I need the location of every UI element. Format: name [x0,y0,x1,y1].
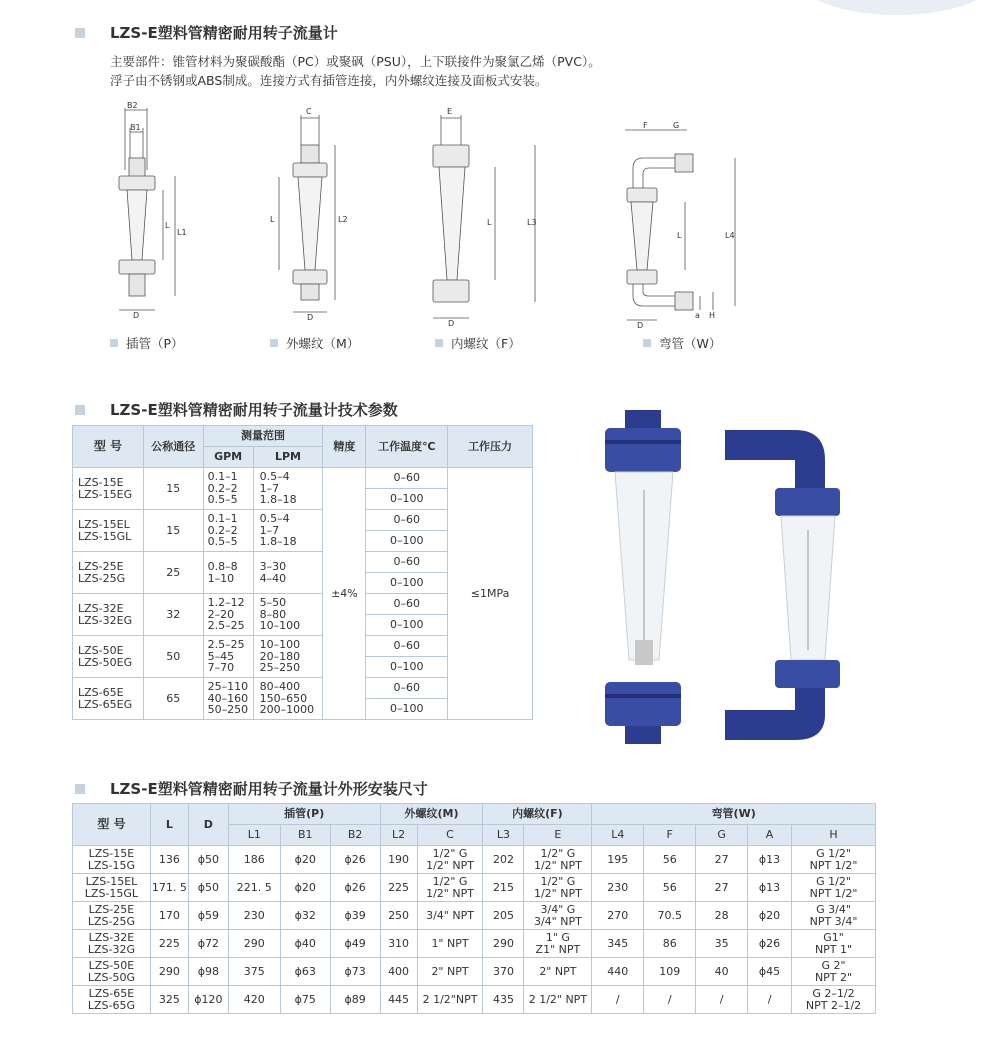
cell-l3: 290 [483,930,524,958]
cell-temp: 0–60 [366,636,448,657]
cell-l4: 440 [592,958,644,986]
cell-c: 1/2" G 1/2" NPT [417,846,483,874]
cell-lpm: 3–30 4–40 [253,552,323,594]
cell-gpm: 0.1–1 0.2–2 0.5–5 [203,468,253,510]
cell-temp: 0–60 [366,468,448,489]
cell-c: 1" NPT [417,930,483,958]
tech-params-table [72,425,533,720]
cell-temp: 0–100 [366,699,448,720]
table-row [73,874,876,902]
cell-d: ϕ120 [188,986,228,1014]
cell-d: ϕ50 [188,874,228,902]
cell-temp: 0–60 [366,594,448,615]
cell-l4: 230 [592,874,644,902]
cell-d: ϕ72 [188,930,228,958]
table-row [73,958,876,986]
cell-h: G 2–1/2 NPT 2–1/2 [792,986,876,1014]
cell-temp: 0–60 [366,552,448,573]
dim-label: L [677,231,682,240]
cell-gpm: 1.2–12 2–20 2.5–25 [203,594,253,636]
subheader-l4: L4 [592,825,644,846]
bullet-square-icon [270,339,278,347]
cell-l2: 225 [380,874,417,902]
subheader-l1: L1 [228,825,280,846]
cell-e: 2" NPT [524,958,592,986]
diagram-external-thread [265,100,355,325]
cell-l: 225 [150,930,188,958]
cell-l3: 215 [483,874,524,902]
cell-temp: 0–60 [366,510,448,531]
subheader-b1: B1 [280,825,330,846]
cell-a: ϕ20 [748,902,792,930]
cell-b1: ϕ75 [280,986,330,1014]
header-dn: 公称通径 [143,426,203,468]
cell-l: 290 [150,958,188,986]
cell-gpm: 0.8–8 1–10 [203,552,253,594]
cell-temp: 0–60 [366,678,448,699]
cell-gpm: 2.5–25 5–45 7–70 [203,636,253,678]
cell-c: 2 1/2"NPT [417,986,483,1014]
table-row [73,930,876,958]
cell-b2: ϕ49 [330,930,380,958]
cell-l1: 230 [228,902,280,930]
cell-f: 70.5 [644,902,696,930]
caption-internal-thread: 内螺纹（F） [435,334,521,352]
dim-label: H [709,311,716,320]
cell-gpm: 0.1–1 0.2–2 0.5–5 [203,510,253,552]
diagram-internal-thread [425,100,545,330]
cell-e: 1/2" G 1/2" NPT [524,846,592,874]
header-lpm: LPM [253,447,323,468]
cell-f: 109 [644,958,696,986]
bullet-square-icon [75,405,85,415]
cell-f: 56 [644,874,696,902]
cell-model: LZS-32E LZS-32G [73,930,151,958]
cell-c: 3/4" NPT [417,902,483,930]
table-header-row [73,804,876,825]
dim-label: F [643,121,648,130]
cell-f: 56 [644,846,696,874]
table-header-row [73,426,533,447]
bullet-square-icon [435,339,443,347]
dim-label: L4 [725,231,735,240]
caption-elbow-pipe: 弯管（W） [643,334,721,352]
cell-model: LZS-50E LZS-50G [73,958,151,986]
dim-label: D [448,319,455,328]
cell-e: 1/2" G 1/2" NPT [524,874,592,902]
cell-model: LZS-15E LZS-15G [73,846,151,874]
bullet-square-icon [643,339,651,347]
cell-d: ϕ98 [188,958,228,986]
cell-accuracy: ±4% [323,468,366,720]
header-range: 测量范围 [203,426,323,447]
subheader-e: E [524,825,592,846]
cell-l3: 435 [483,986,524,1014]
cell-l2: 310 [380,930,417,958]
subheader-g: G [696,825,748,846]
header-accuracy: 精度 [323,426,366,468]
cell-d: ϕ50 [188,846,228,874]
cell-a: / [748,986,792,1014]
dim-label: a [695,311,700,320]
cell-l1: 186 [228,846,280,874]
cell-l: 170 [150,902,188,930]
cell-g: 27 [696,846,748,874]
flowmeter-elbow-photo [715,410,875,750]
cell-g: 35 [696,930,748,958]
cell-dn: 25 [143,552,203,594]
header-elbow-pipe: 弯管(W) [592,804,876,825]
cell-temp: 0–100 [366,573,448,594]
dim-label: D [637,321,644,330]
subheader-h: H [792,825,876,846]
header-D: D [188,804,228,846]
cell-lpm: 0.5–4 1–7 1.8–18 [253,510,323,552]
header-internal-thread: 内螺纹(F) [483,804,592,825]
cell-l3: 370 [483,958,524,986]
params-body [73,468,533,720]
flowmeter-straight-photo [595,410,705,750]
cell-d: ϕ59 [188,902,228,930]
cell-model: LZS-25E LZS-25G [73,902,151,930]
cell-l4: 345 [592,930,644,958]
cell-lpm: 80–400 150–650 200–1000 [253,678,323,720]
dims-body [73,846,876,1014]
cell-f: / [644,986,696,1014]
dim-label: L2 [338,215,348,224]
section1-title: LZS-E塑料管精密耐用转子流量计 [75,22,338,43]
cell-b1: ϕ40 [280,930,330,958]
dim-label: L [165,221,170,230]
cell-model: LZS-50E LZS-50EG [73,636,144,678]
cell-h: G 1/2" NPT 1/2" [792,846,876,874]
cell-g: 27 [696,874,748,902]
dim-label: B2 [127,101,138,110]
cell-gpm: 25–110 40–160 50–250 [203,678,253,720]
cell-l2: 400 [380,958,417,986]
cell-e: 3/4" G 3/4" NPT [524,902,592,930]
cell-l: 136 [150,846,188,874]
cell-dn: 65 [143,678,203,720]
cell-l4: / [592,986,644,1014]
cell-c: 1/2" G 1/2" NPT [417,874,483,902]
cell-g: 28 [696,902,748,930]
cell-b2: ϕ26 [330,846,380,874]
cell-g: 40 [696,958,748,986]
cell-h: G 3/4" NPT 3/4" [792,902,876,930]
cell-c: 2" NPT [417,958,483,986]
cell-model: LZS-15EL LZS-15GL [73,874,151,902]
cell-dn: 32 [143,594,203,636]
cell-dn: 50 [143,636,203,678]
cell-dn: 15 [143,510,203,552]
bullet-square-icon [75,784,85,794]
cell-l1: 221. 5 [228,874,280,902]
cell-temp: 0–100 [366,657,448,678]
dim-label: E [447,107,453,116]
dim-label: L [487,218,492,227]
dim-label: L3 [527,218,537,227]
cell-a: ϕ13 [748,874,792,902]
cell-b2: ϕ26 [330,874,380,902]
cell-model: LZS-65E LZS-65EG [73,678,144,720]
cell-g: / [696,986,748,1014]
cell-b1: ϕ32 [280,902,330,930]
bullet-square-icon [75,28,85,38]
header-insert-pipe: 插管(P) [228,804,380,825]
subheader-b2: B2 [330,825,380,846]
header-external-thread: 外螺纹(M) [380,804,483,825]
cell-h: G 2" NPT 2" [792,958,876,986]
cell-l: 325 [150,986,188,1014]
cell-lpm: 5–50 8–80 10–100 [253,594,323,636]
dim-label: L1 [177,228,187,237]
cell-e: 2 1/2" NPT [524,986,592,1014]
table-row [73,846,876,874]
cell-model: LZS-32E LZS-32EG [73,594,144,636]
header-temp: 工作温度℃ [366,426,448,468]
section2-title: LZS-E塑料管精密耐用转子流量计技术参数 [75,399,398,420]
cell-model: LZS-25E LZS-25G [73,552,144,594]
cell-h: G1" NPT 1" [792,930,876,958]
cell-l3: 205 [483,902,524,930]
diagram-insert-pipe [105,100,185,325]
cell-l4: 270 [592,902,644,930]
subheader-a: A [748,825,792,846]
section3-title: LZS-E塑料管精密耐用转子流量计外形安装尺寸 [75,778,428,799]
dim-label: L [270,215,275,224]
dim-label: C [306,107,312,116]
cell-h: G 1/2" NPT 1/2" [792,874,876,902]
cell-lpm: 0.5–4 1–7 1.8–18 [253,468,323,510]
table-row [73,902,876,930]
subheader-c: C [417,825,483,846]
dim-label: G [673,121,680,130]
cell-b1: ϕ20 [280,874,330,902]
cell-a: ϕ26 [748,930,792,958]
subheader-f: F [644,825,696,846]
header-pressure: 工作压力 [448,426,533,468]
cell-temp: 0–100 [366,489,448,510]
diagram-elbow-pipe [615,100,745,330]
cell-model: LZS-15E LZS-15EG [73,468,144,510]
dim-label: D [307,313,314,322]
header-L: L [150,804,188,846]
cell-a: ϕ13 [748,846,792,874]
intro-text: 主要部件：锥管材料为聚碳酸酯（PC）或聚砜（PSU），上下联接件为聚氯乙烯（PVC）。 浮子由不锈钢或ABS制成。连接方式有插管连接，内外螺纹连接及面板式安装。 [110,54,601,88]
header-gpm: GPM [203,447,253,468]
caption-external-thread: 外螺纹（M） [270,334,359,352]
cell-b2: ϕ39 [330,902,380,930]
decorative-circle [797,0,997,15]
dim-label: D [133,311,140,320]
header-model: 型 号 [73,804,151,846]
cell-b2: ϕ89 [330,986,380,1014]
subheader-l3: L3 [483,825,524,846]
cell-temp: 0–100 [366,615,448,636]
table-row [73,986,876,1014]
cell-l: 171. 5 [150,874,188,902]
cell-l2: 190 [380,846,417,874]
cell-l1: 375 [228,958,280,986]
table-row [73,468,533,489]
cell-l2: 250 [380,902,417,930]
cell-model: LZS-15EL LZS-15GL [73,510,144,552]
cell-b2: ϕ73 [330,958,380,986]
header-model: 型 号 [73,426,144,468]
install-dimensions-table [72,803,876,1014]
bullet-square-icon [110,339,118,347]
cell-pressure: ≤1MPa [448,468,533,720]
cell-model: LZS-65E LZS-65G [73,986,151,1014]
cell-b1: ϕ20 [280,846,330,874]
cell-l2: 445 [380,986,417,1014]
cell-f: 86 [644,930,696,958]
subheader-l2: L2 [380,825,417,846]
cell-dn: 15 [143,468,203,510]
cell-l3: 202 [483,846,524,874]
dim-label: B1 [130,123,141,132]
cell-lpm: 10–100 20–180 25–250 [253,636,323,678]
caption-insert-pipe: 插管（P） [110,334,184,352]
cell-b1: ϕ63 [280,958,330,986]
cell-l1: 420 [228,986,280,1014]
cell-l1: 290 [228,930,280,958]
cell-e: 1" G Z1" NPT [524,930,592,958]
cell-a: ϕ45 [748,958,792,986]
cell-l4: 195 [592,846,644,874]
cell-temp: 0–100 [366,531,448,552]
